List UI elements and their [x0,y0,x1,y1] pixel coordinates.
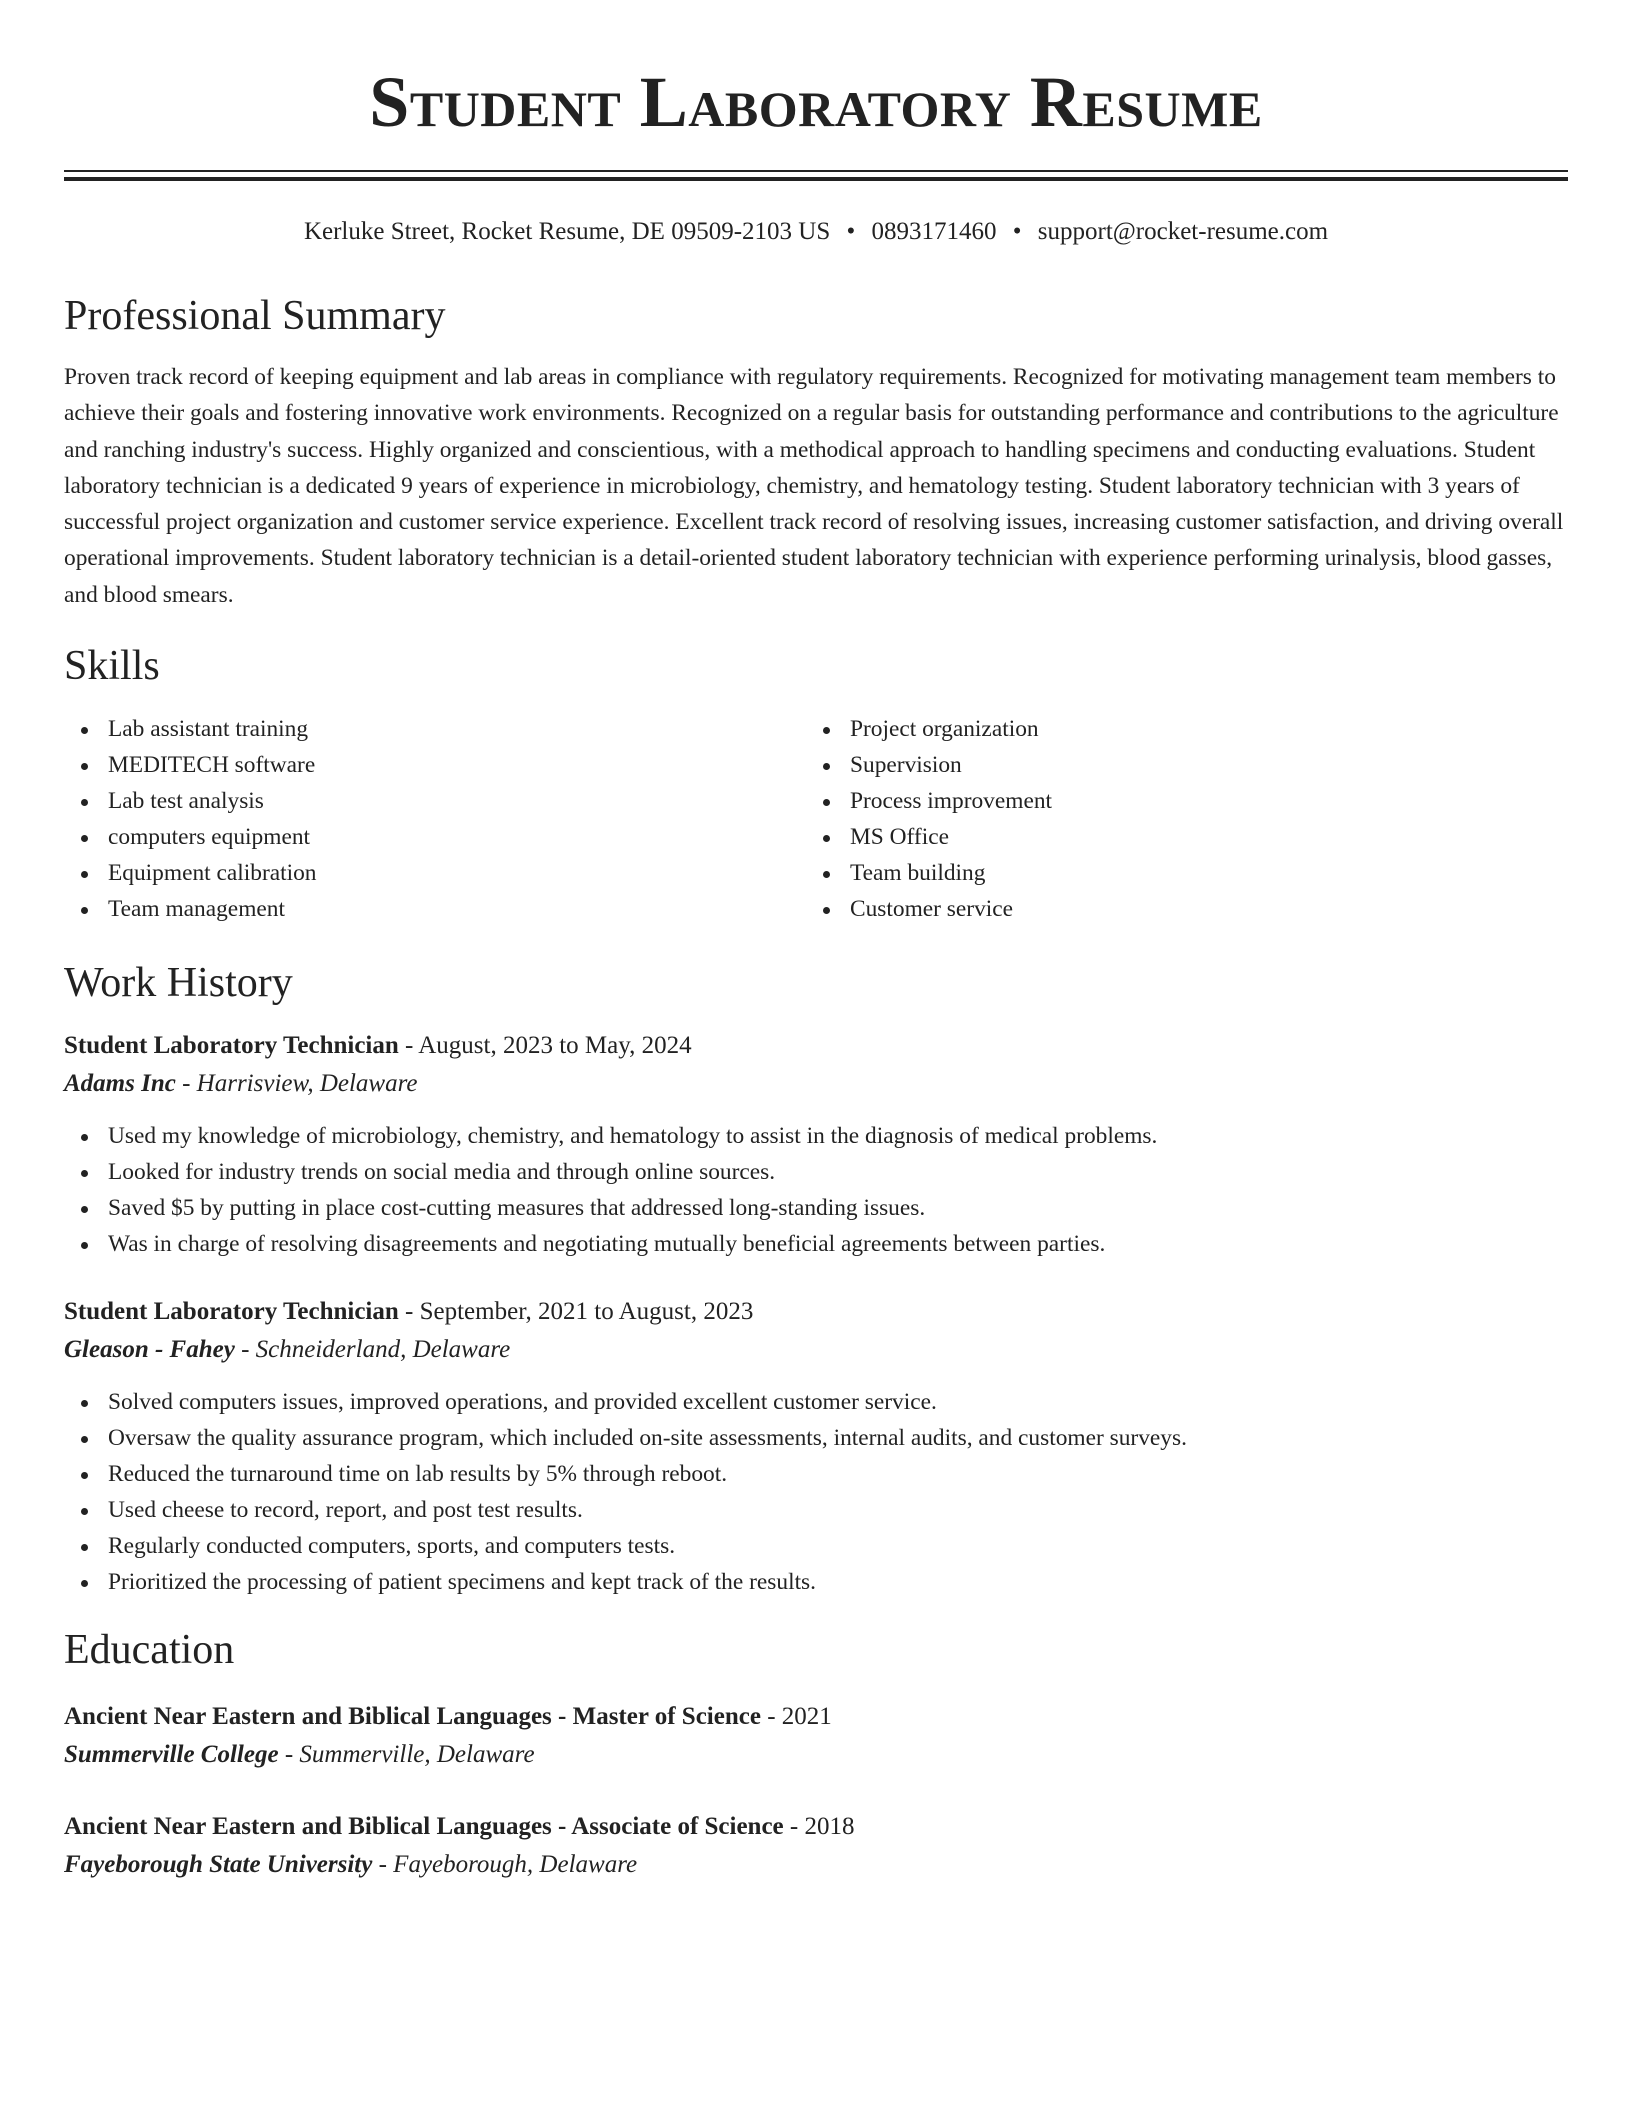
job-dates: August, 2023 to May, 2024 [418,1032,692,1060]
skill-item: MS Office [806,819,1548,855]
job-bullets [64,1384,1568,1600]
summary-text: Proven track record of keeping equipment and lab areas in compliance with regulatory requirements. Recognized for motivating management team members to achieve their goals and fostering innovative work environments. Recognized on a regular basis for outstanding performance and contributions to the agriculture and ranching industry's success. Highly organized and conscientious, with a methodical approach to handling specimens and conducting evaluations. Student laboratory technician is a dedicated 9 years of experience in microbiology, chemistry, and hematology testing. Student laboratory technician with 3 years of successful project organization and customer service experience. Excellent track record of resolving issues, increasing customer satisfaction, and driving overall operational improvements. Student laboratory technician is a detail-oriented student laboratory technician with experience performing urinalysis, blood gasses, and blood smears. [64,364,1564,608]
job-title-line: Student Laboratory Technician - September, 2021 to August, 2023 [64,1298,754,1326]
skill-item: computers equipment [64,819,806,855]
job-bullet: Regularly conducted computers, sports, and computers tests. [64,1528,1568,1564]
skill-item: MEDITECH software [64,747,806,783]
education-year: 2018 [804,1813,855,1841]
skill-item: Team management [64,891,806,927]
job-entry [64,1028,1568,1262]
education-year: 2021 [781,1703,832,1731]
job-company-line: Gleason - Fahey - Schneiderland, Delaware [64,1336,511,1364]
job-title-line: Student Laboratory Technician - August, 2023 to May, 2024 [64,1032,692,1060]
skill-item: Team building [806,855,1548,891]
summary-heading: Professional Summary [64,293,446,339]
education-school-line: Fayeborough State University - Fayeborough, Delaware [64,1851,638,1879]
education-degree-line: Ancient Near Eastern and Biblical Languages - Master of Science - 2021 [64,1703,832,1731]
skills-section [64,641,1568,927]
contact-separator: • [1012,218,1022,245]
skill-item: Lab assistant training [64,711,806,747]
job-bullet: Prioritized the processing of patient specimens and kept track of the results. [64,1564,1568,1600]
education-degree: Ancient Near Eastern and Biblical Languages - Associate of Science [64,1813,784,1841]
skills-left-list [64,711,806,927]
job-title: Student Laboratory Technician [64,1298,399,1326]
education-section [64,1625,1568,1885]
skills-right-list [806,711,1548,927]
title-divider-thin [64,170,1568,172]
job-bullets [64,1118,1568,1262]
skill-item: Supervision [806,747,1548,783]
job-bullet: Used my knowledge of microbiology, chemistry, and hematology to assist in the diagnosis of medical problems. [64,1118,1568,1154]
contact-line [64,215,1568,249]
skills-heading: Skills [64,643,160,690]
education-degree: Ancient Near Eastern and Biblical Languages - Master of Science [64,1703,761,1731]
skill-item: Customer service [806,891,1548,927]
education-entry [64,1699,1568,1775]
summary-section [64,291,1568,613]
education-location: Fayeborough, Delaware [393,1851,638,1879]
education-entry [64,1809,1568,1885]
job-bullet: Solved computers issues, improved operations, and provided excellent customer service. [64,1384,1568,1420]
title-divider-thick [64,177,1568,181]
job-title: Student Laboratory Technician [64,1032,399,1060]
education-school: Fayeborough State University [64,1851,373,1879]
job-bullet: Saved $5 by putting in place cost-cutting measures that addressed long-standing issues. [64,1190,1568,1226]
work-history-heading: Work History [64,960,293,1007]
job-bullet: Looked for industry trends on social media and through online sources. [64,1154,1568,1190]
job-bullet: Was in charge of resolving disagreements and negotiating mutually beneficial agreements between parties. [64,1226,1568,1262]
job-bullet: Used cheese to record, report, and post test results. [64,1492,1568,1528]
education-degree-line: Ancient Near Eastern and Biblical Languages - Associate of Science - 2018 [64,1813,855,1841]
job-dates: September, 2021 to August, 2023 [419,1298,754,1326]
skills-columns [64,711,1568,927]
skill-item: Lab test analysis [64,783,806,819]
education-school-line: Summerville College - Summerville, Delaware [64,1741,535,1769]
job-entry [64,1294,1568,1600]
education-school: Summerville College [64,1741,279,1769]
job-company: Gleason - Fahey [64,1336,235,1364]
education-heading: Education [64,1627,235,1674]
contact-email: support@rocket-resume.com [1037,218,1329,245]
job-bullet: Reduced the turnaround time on lab results by 5% through reboot. [64,1456,1568,1492]
work-history-section [64,958,1568,1600]
education-location: Summerville, Delaware [299,1741,535,1769]
job-location: Harrisview, Delaware [196,1070,418,1098]
resume-title: Student Laboratory Resume [369,62,1263,142]
job-bullet: Oversaw the quality assurance program, which included on-site assessments, internal audits, and customer surveys. [64,1420,1568,1456]
job-company: Adams Inc [64,1070,176,1098]
job-location: Schneiderland, Delaware [255,1336,511,1364]
contact-phone: 0893171460 [871,218,997,245]
skill-item: Equipment calibration [64,855,806,891]
skill-item: Project organization [806,711,1548,747]
skill-item: Process improvement [806,783,1548,819]
contact-address: Kerluke Street, Rocket Resume, DE 09509-2103 US [303,218,831,245]
contact-separator: • [846,218,856,245]
job-company-line: Adams Inc - Harrisview, Delaware [64,1070,418,1098]
